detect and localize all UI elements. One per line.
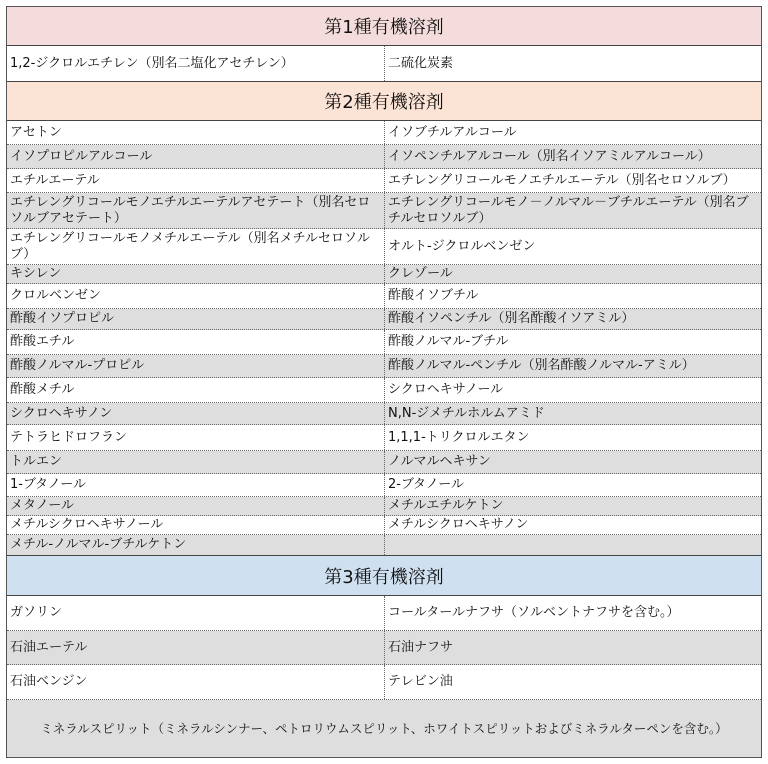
solvent-cell: コールタールナフサ（ソルベントナフサを含む。）	[384, 596, 761, 630]
solvent-cell: 1,2-ジクロルエチレン（別名二塩化アセチレン）	[10, 55, 294, 71]
table-row	[7, 497, 761, 516]
table-row	[7, 169, 761, 193]
class1-title: 第1種有機溶剤	[324, 17, 444, 38]
table-row	[7, 193, 761, 229]
solvent-cell: テトラヒドロフラン	[10, 429, 128, 445]
solvent-cell: イソブチルアルコール	[384, 121, 761, 144]
solvent-cell: エチレングリコールモノメチルエーテル（別名メチルセロソルブ）	[10, 230, 371, 262]
table-row	[7, 355, 761, 378]
solvent-cell: 二硫化炭素	[384, 46, 761, 81]
solvent-cell: アセトン	[10, 124, 62, 140]
solvent-cell: 石油ナフサ	[384, 631, 761, 664]
table-row	[7, 535, 761, 556]
solvent-cell: 石油ベンジン	[10, 674, 88, 689]
solvent-cell: 酢酸エチル	[10, 334, 75, 349]
solvent-cell: ノルマルヘキサン	[384, 451, 761, 473]
table-row	[7, 284, 761, 309]
solvent-cell: 酢酸ノルマル-ペンチル（別名酢酸ノルマル-アミル）	[384, 355, 761, 377]
solvent-cell: キシレン	[10, 266, 62, 281]
solvent-cell: クレゾール	[384, 265, 761, 283]
solvent-cell: エチレングリコールモノ－ノルマル－ブチルエーテル（別名ブチルセロソルブ）	[384, 193, 761, 228]
solvent-cell: 酢酸イソブチル	[384, 284, 761, 308]
solvent-cell: テレビン油	[384, 665, 761, 699]
solvent-cell: シクロヘキサノール	[384, 378, 761, 402]
solvent-cell-full-width: ミネラルスピリット（ミネラルシンナー、ペトロリウムスピリット、ホワイトスピリットおよびミネラルターペンを含む。）	[40, 720, 728, 736]
solvent-cell: 酢酸ノルマル-ブチル	[384, 330, 761, 354]
solvent-cell: クロルベンゼン	[10, 288, 102, 303]
solvent-cell: メチルシクロヘキサノール	[10, 517, 164, 532]
table-row	[7, 403, 761, 425]
table-row	[7, 596, 761, 631]
solvent-cell: エチルエーテル	[10, 172, 100, 188]
table-row	[7, 451, 761, 474]
solvent-cell: 酢酸ノルマル-プロピル	[10, 358, 145, 373]
table-row	[7, 265, 761, 284]
solvent-cell: イソプロピルアルコール	[10, 148, 153, 164]
class2-title: 第2種有機溶剤	[324, 92, 444, 113]
solvent-cell: エチレングリコールモノエチルエーテル（別名セロソルブ）	[384, 169, 761, 192]
table-row	[7, 229, 761, 265]
solvent-cell: 1,1,1-トリクロルエタン	[384, 425, 761, 450]
solvent-cell: 石油エーテル	[10, 639, 88, 655]
solvent-classification-table	[6, 6, 762, 758]
solvent-cell: オルト-ジクロルベンゼン	[384, 229, 761, 264]
solvent-cell: イソペンチルアルコール（別名イソアミルアルコール）	[384, 145, 761, 168]
solvent-cell: シクロヘキサノン	[10, 405, 113, 421]
class3-title: 第3種有機溶剤	[324, 566, 444, 588]
solvent-cell: ガソリン	[10, 605, 63, 620]
solvent-cell: メチル-ノルマル-ブチルケトン	[10, 537, 187, 552]
table-row	[7, 516, 761, 535]
table-row	[7, 145, 761, 169]
solvent-cell: 1-ブタノール	[10, 477, 87, 492]
class3-header	[7, 556, 761, 596]
class2-header	[7, 82, 761, 121]
solvent-cell: 酢酸イソペンチル（別名酢酸イソアミル）	[384, 309, 761, 329]
solvent-cell: メチルシクロヘキサノン	[384, 516, 761, 534]
table-row	[7, 309, 761, 330]
solvent-cell: 酢酸イソプロピル	[10, 311, 115, 326]
table-row	[7, 700, 761, 757]
solvent-cell: 酢酸メチル	[10, 382, 75, 397]
table-row	[7, 665, 761, 700]
table-row	[7, 46, 761, 82]
solvent-cell: N,N-ジメチルホルムアミド	[384, 403, 761, 424]
table-row	[7, 378, 761, 403]
solvent-cell: トルエン	[10, 454, 63, 469]
table-row	[7, 631, 761, 665]
solvent-cell: 2-ブタノール	[384, 474, 761, 496]
class1-header	[7, 7, 761, 46]
solvent-cell: メチルエチルケトン	[384, 497, 761, 515]
table-row	[7, 474, 761, 497]
table-row	[7, 121, 761, 145]
table-row	[7, 330, 761, 355]
table-row	[7, 425, 761, 451]
solvent-cell	[384, 535, 761, 555]
solvent-cell: エチレングリコールモノエチルエーテルアセテート（別名セロソルブアセテート）	[10, 194, 371, 226]
solvent-cell: メタノール	[10, 498, 74, 513]
